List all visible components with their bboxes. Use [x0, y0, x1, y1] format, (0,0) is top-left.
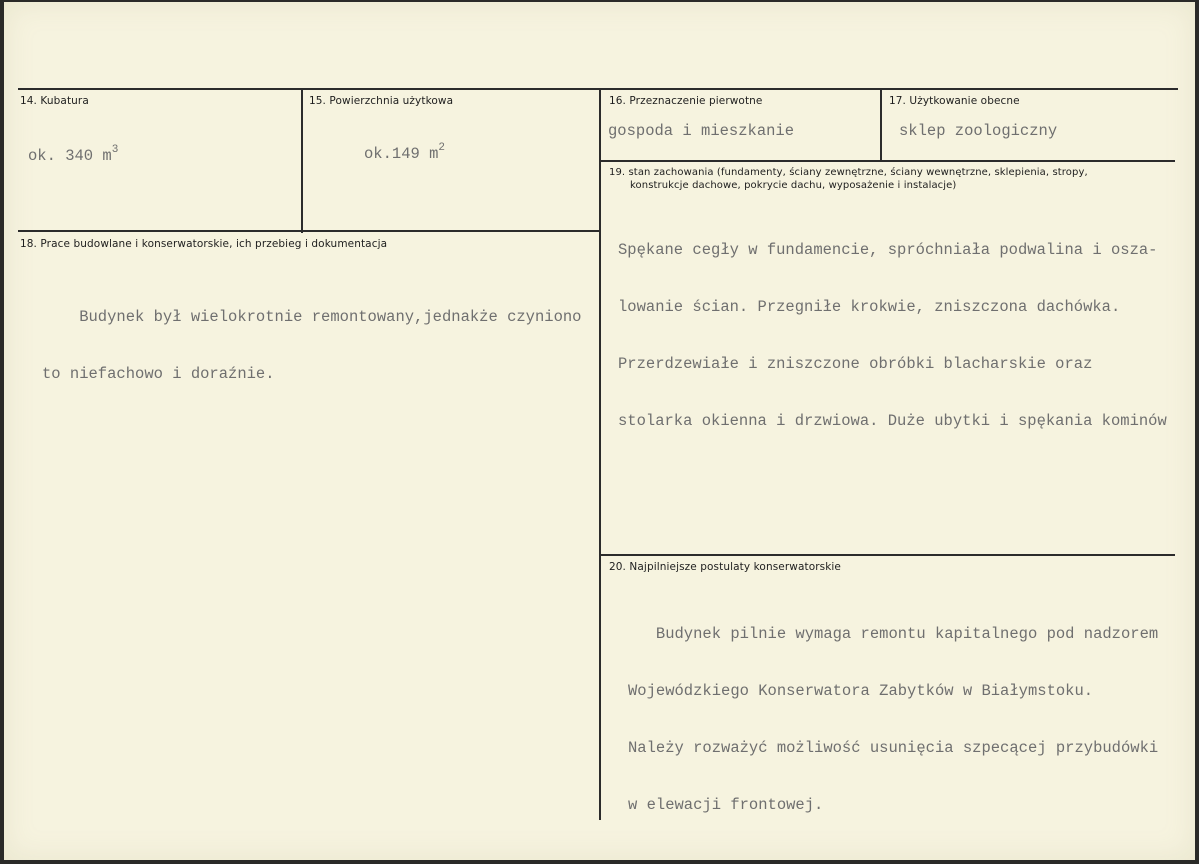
field-20-text — [628, 587, 1158, 853]
rule-below-14-15 — [18, 230, 600, 232]
field-19-text — [618, 203, 1167, 469]
field-16-value: gospoda i mieszkanie — [608, 122, 795, 140]
field-15-value: ok.149 $m^2$ — [364, 142, 446, 163]
field-19-label-line2: konstrukcje dachowe, pokrycie dachu, wyposażenie i instalacje) — [630, 180, 957, 191]
field-14-value: ok. 340 $m^3$ — [28, 144, 119, 165]
rule-above-20 — [600, 554, 1175, 556]
field-15-label: 15. Powierzchnia użytkowa — [309, 95, 454, 107]
field-18-line: Budynek był wielokrotnie remontowany,jednakże czyniono — [42, 308, 582, 326]
field-19-label-line1: 19. stan zachowania (fundamenty, ściany zewnętrzne, ściany wewnętrzne, sklepienia, stropy, — [609, 167, 1088, 178]
divider-14-15 — [301, 90, 303, 233]
field-20-line: Należy rozważyć możliwość usunięcia szpecącej przybudówki — [628, 739, 1159, 757]
record-card — [4, 2, 1195, 860]
field-19-line: Spękane cegły w fundamencie, spróchniała podwalina i osza- — [618, 241, 1158, 259]
field-18-line: to niefachowo i doraźnie. — [42, 365, 275, 383]
rule-below-16-17 — [600, 160, 1175, 162]
field-20-line: Budynek pilnie wymaga remontu kapitalnego pod nadzorem — [628, 625, 1159, 643]
field-19-line: lowanie ścian. Przegniłe krokwie, zniszczona dachówka. — [618, 298, 1121, 316]
divider-16-17 — [880, 90, 882, 160]
field-18-text — [42, 270, 582, 422]
field-17-label: 17. Użytkowanie obecne — [889, 95, 1020, 107]
top-rule — [18, 88, 1178, 90]
field-20-label: 20. Najpilniejsze postulaty konserwatorskie — [609, 561, 841, 573]
field-19-line: stolarka okienna i drzwiowa. Duże ubytki i spękania kominów — [618, 412, 1167, 430]
main-divider — [599, 90, 601, 820]
field-19-line: Przerdzewiałe i zniszczone obróbki blacharskie oraz — [618, 355, 1093, 373]
field-17-value: sklep zoologiczny — [899, 122, 1058, 140]
field-20-line: w elewacji frontowej. — [628, 796, 824, 814]
field-14-label: 14. Kubatura — [20, 95, 89, 107]
field-20-line: Wojewódzkiego Konserwatora Zabytków w Białymstoku. — [628, 682, 1094, 700]
field-18-label: 18. Prace budowlane i konserwatorskie, ich przebieg i dokumentacja — [20, 238, 388, 250]
field-16-label: 16. Przeznaczenie pierwotne — [609, 95, 763, 107]
